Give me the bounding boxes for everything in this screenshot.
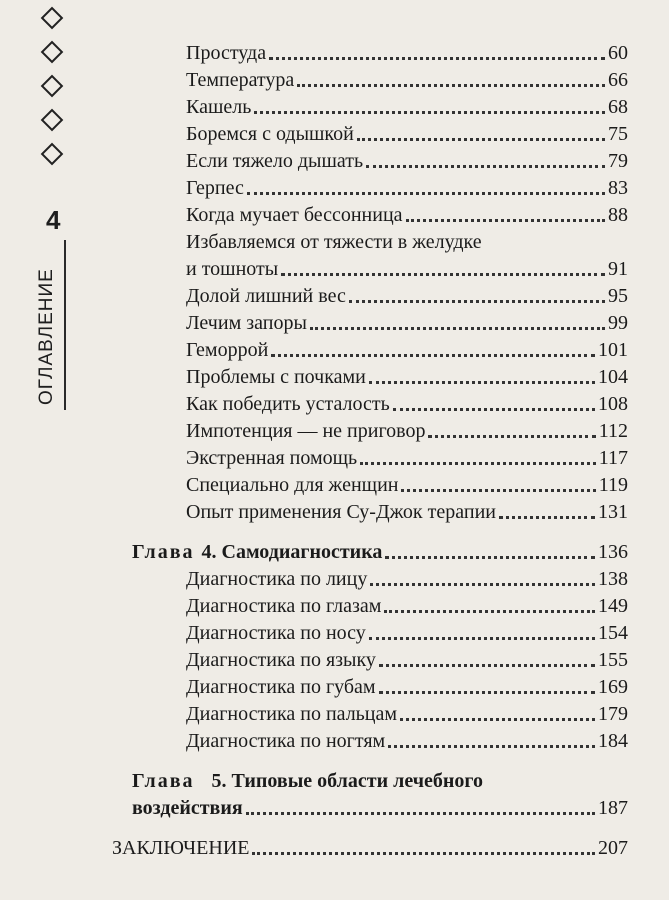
chapter-page: 187	[598, 797, 628, 819]
leader-dots	[281, 273, 605, 276]
toc-entry-title: Экстренная помощь	[186, 447, 358, 469]
toc-entry-title: Если тяжело дышать	[186, 150, 364, 172]
toc-entry-page: 108	[598, 393, 628, 415]
toc-entry[interactable]	[186, 701, 628, 727]
toc-entry-title: Специально для женщин	[186, 474, 399, 496]
toc-entry-page: 104	[598, 366, 628, 388]
chapter-title-line1: 5. Типовые области лечебного	[211, 770, 483, 792]
toc-entry[interactable]	[186, 728, 628, 754]
chapter-page: 136	[598, 541, 628, 563]
toc-entry[interactable]	[186, 310, 628, 336]
running-title: ОГЛАВЛЕНИЕ	[36, 268, 57, 405]
toc-entry-title: Кашель	[186, 96, 252, 118]
toc-entry-title: и тошноты	[186, 258, 279, 280]
leader-dots	[379, 691, 595, 694]
leader-dots	[310, 327, 605, 330]
toc-entry[interactable]	[186, 337, 628, 363]
diamond-icon	[41, 143, 64, 166]
toc-entry-title: Диагностика по носу	[186, 622, 366, 644]
toc-entry-title: Когда мучает бессонница	[186, 204, 403, 226]
toc-entry[interactable]	[186, 620, 628, 646]
toc-entry-title: Диагностика по языку	[186, 649, 376, 671]
leader-dots	[499, 516, 595, 519]
leader-dots	[246, 812, 595, 815]
toc-entry-page: 88	[608, 204, 628, 226]
chapter-5-entry[interactable]	[132, 795, 628, 821]
conclusion-entry[interactable]	[112, 835, 628, 861]
toc-entry-page: 119	[598, 474, 628, 496]
toc-entry[interactable]	[186, 364, 628, 390]
toc-entry-page: 66	[608, 69, 628, 91]
toc-entry-title: Импотенция — не приговор	[186, 420, 426, 442]
toc-entry[interactable]	[186, 202, 628, 228]
leader-dots	[388, 745, 595, 748]
leader-dots	[384, 610, 595, 613]
toc-entry-page: 101	[598, 339, 628, 361]
chapter-title: 4. Самодиагностика	[201, 541, 383, 563]
toc-entry-title: Геморрой	[186, 339, 269, 361]
toc-entry-title: Диагностика по лицу	[186, 568, 368, 590]
chapter-label: Глава	[132, 770, 195, 792]
toc-entry[interactable]	[186, 94, 628, 120]
toc-entry-page: 155	[598, 649, 628, 671]
toc-entry[interactable]	[186, 445, 628, 471]
toc-entry-title: Диагностика по пальцам	[186, 703, 398, 725]
leader-dots	[428, 435, 595, 438]
leader-dots	[247, 192, 605, 195]
chapter-4-entry[interactable]	[132, 539, 628, 565]
toc-entry-title: Герпес	[186, 177, 244, 199]
toc-entry-title: Как победить усталость	[186, 393, 390, 415]
toc-entry[interactable]	[186, 148, 628, 174]
leader-dots	[254, 111, 605, 114]
toc-entry[interactable]	[186, 593, 628, 619]
chapter-label: Глава	[132, 541, 195, 563]
toc-entry-page: 179	[598, 703, 628, 725]
toc-entry[interactable]	[186, 566, 628, 592]
toc-entry[interactable]	[186, 283, 628, 309]
leader-dots	[271, 354, 595, 357]
conclusion-title: ЗАКЛЮЧЕНИЕ	[112, 837, 250, 859]
chapter-title: воздействия	[132, 797, 243, 819]
toc-entry[interactable]	[186, 674, 628, 700]
toc-entry[interactable]	[186, 472, 628, 498]
toc-entry-page: 79	[608, 150, 628, 172]
leader-dots	[400, 718, 595, 721]
toc-entry[interactable]	[186, 256, 628, 282]
toc-entry[interactable]	[186, 67, 628, 93]
toc-entry-title-line1: Избавляемся от тяжести в желудке	[186, 231, 482, 253]
toc-entry[interactable]	[186, 647, 628, 673]
leader-dots	[297, 84, 605, 87]
toc-entry-title: Диагностика по ногтям	[186, 730, 386, 752]
leader-dots	[252, 852, 595, 855]
toc-entry-page: 91	[608, 258, 628, 280]
toc-entry-page: 112	[598, 420, 628, 442]
sidebar	[0, 0, 80, 900]
toc-entry-page: 184	[598, 730, 628, 752]
toc-entry-title: Температура	[186, 69, 295, 91]
leader-dots	[401, 489, 595, 492]
toc-entry-page: 68	[608, 96, 628, 118]
toc-entry[interactable]	[186, 40, 628, 66]
toc-entry[interactable]	[186, 499, 628, 525]
toc-entry-title: Проблемы с почками	[186, 366, 366, 388]
leader-dots	[360, 462, 596, 465]
diamond-icon	[41, 109, 64, 132]
toc-entry-page: 60	[608, 42, 628, 64]
leader-dots	[366, 165, 605, 168]
toc-entry[interactable]	[186, 391, 628, 417]
toc-entry[interactable]	[186, 175, 628, 201]
leader-dots	[349, 300, 605, 303]
page-number: 4	[46, 205, 61, 235]
sidebar-divider	[64, 240, 66, 410]
diamond-icon	[41, 75, 64, 98]
chapter-5-title-line1	[132, 768, 483, 794]
toc-entry[interactable]	[186, 121, 628, 147]
leader-dots	[357, 138, 605, 141]
toc-entry-title: Боремся с одышкой	[186, 123, 354, 145]
toc-entry-title: Долой лишний вес	[186, 285, 346, 307]
toc-entry-page: 149	[598, 595, 628, 617]
conclusion-page: 207	[598, 837, 628, 859]
toc-entry-title: Лечим запоры	[186, 312, 307, 334]
leader-dots	[369, 381, 595, 384]
toc-entry-title: Простуда	[186, 42, 267, 64]
toc-entry[interactable]	[186, 418, 628, 444]
diamond-icon	[41, 41, 64, 64]
toc-entry-page: 154	[598, 622, 628, 644]
toc-entry-title: Опыт применения Су-Джок терапии	[186, 501, 496, 523]
toc-entry-page: 99	[608, 312, 628, 334]
leader-dots	[406, 219, 605, 222]
toc-entry-page: 95	[608, 285, 628, 307]
toc-entry-title: Диагностика по губам	[186, 676, 376, 698]
leader-dots	[369, 637, 595, 640]
leader-dots	[370, 583, 595, 586]
toc-entry-page: 131	[598, 501, 628, 523]
toc-entry-page: 117	[598, 447, 628, 469]
leader-dots	[385, 556, 595, 559]
leader-dots	[269, 57, 605, 60]
diamond-icon	[41, 7, 64, 30]
leader-dots	[393, 408, 595, 411]
toc-entry-page: 138	[598, 568, 628, 590]
toc-entry-page: 75	[608, 123, 628, 145]
toc-entry-page: 169	[598, 676, 628, 698]
leader-dots	[379, 664, 595, 667]
toc-entry-page: 83	[608, 177, 628, 199]
toc-entry-title: Диагностика по глазам	[186, 595, 382, 617]
